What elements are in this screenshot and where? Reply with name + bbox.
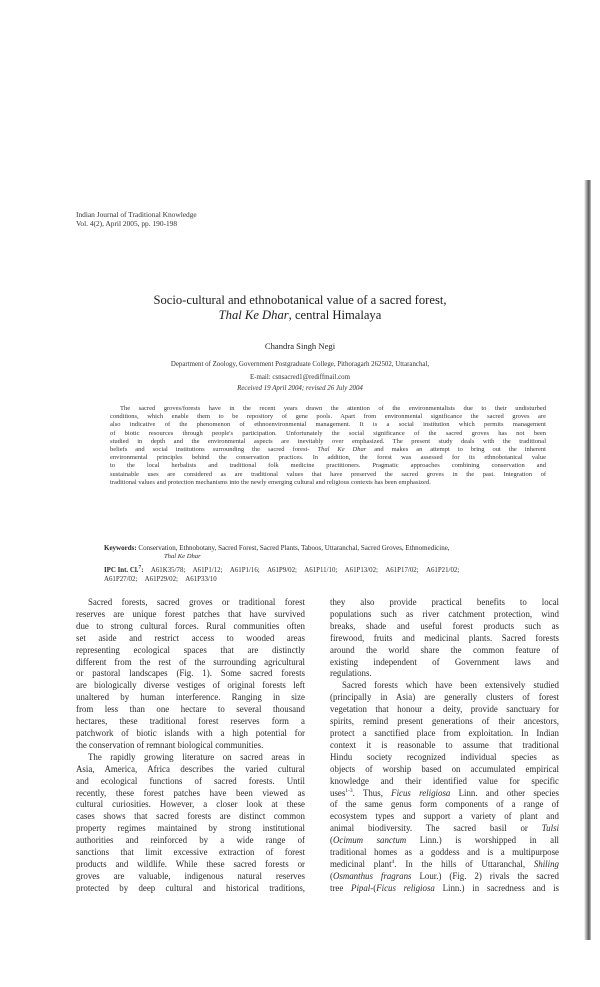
body-line — [330, 823, 559, 835]
body-line: firewood, fruits and medicinal plants. Sacred forests — [330, 632, 559, 643]
body-line: are biologically diverse vestiges of original forests left — [76, 680, 305, 691]
abstract-line-6-end: and makes an attempt to bring out the inherent — [366, 446, 546, 454]
ipc-label-sup: 7 — [138, 564, 142, 571]
body-line: context it is reasonable to assume that traditional — [330, 739, 559, 750]
keywords-place-term: Thal Ke Dhar — [164, 552, 201, 560]
abstract-line: The sacred groves/forests have in the recent years drawn the attention of the environmentalists due to their undisturbed — [120, 405, 546, 412]
keywords-label: Keywords: — [104, 544, 137, 552]
species-name: Osmanthus fragrans — [332, 870, 412, 881]
body-line: different from the rest of the surrounding agricultural — [76, 656, 305, 667]
body-line: patchwork of biotic islands with a high potential for — [76, 727, 305, 738]
body-line: vegetation that honour a deity, provide sanctuary for — [330, 704, 559, 715]
body-line: Hindu society recognized individual species as — [330, 751, 559, 762]
text-run: Linn. and other species — [450, 787, 559, 798]
body-line: populations such as river catchment protection, wind — [330, 608, 559, 619]
body-line: of the same genus form components of a range of — [330, 799, 559, 810]
abstract-line: traditional values and protection mechanisms into the newly emerging cultural and religious contexts has been emphasized. — [110, 478, 431, 486]
text-run: animal biodiversity. The sacred basil or — [330, 823, 542, 834]
body-line: Sacred forests, sacred groves or traditional forest — [88, 597, 305, 607]
abstract-line: sustainable uses are considered as are traditional values that have preserved the sacred groves in the past. Integration of — [110, 470, 546, 478]
text-run: ( — [330, 870, 333, 881]
body-line: hectares, these traditional forest reserves form a — [76, 716, 305, 727]
text-run: . Thus, — [352, 787, 392, 798]
body-line: from less than one hectare to several thousand — [76, 704, 305, 715]
body-line: around the world share the common feature of — [330, 644, 559, 655]
text-run: Linn.) is worshipped in all — [406, 835, 560, 846]
keywords — [104, 544, 550, 561]
ipc-label-colon: : — [141, 567, 144, 574]
body-line: The rapidly growing literature on sacred areas in — [88, 751, 305, 762]
article-title — [60, 293, 540, 323]
species-name: Ficus religiosa — [376, 882, 435, 893]
body-line: ecosystem types and support a variety of plant and — [330, 811, 559, 822]
body-line: Asia, America, Africa describes the varied cultural — [76, 763, 305, 774]
text-run: tree — [330, 882, 352, 893]
species-name: Pipal — [351, 882, 371, 893]
body-line: existing independent of Government laws and — [330, 656, 559, 667]
title-line-2 — [60, 308, 540, 323]
citation-sup: 4 — [391, 858, 395, 865]
text-run: Lour.) (Fig. 2) rivals the sacred — [411, 870, 559, 881]
body-line: authorities and reinforced by a wide range of — [76, 835, 305, 846]
ipc-label-text: IPC Int. Cl. — [104, 567, 139, 574]
species-name: Shiling — [533, 858, 559, 869]
body-line: cultural curiosities. However, a closer look at these — [76, 799, 305, 810]
ipc-classification — [104, 564, 550, 584]
abstract-line: studied in depth and the environmental aspects are inevitably over emphasized. The present study deals with the traditional — [110, 437, 546, 445]
body-line: due to strong cultural forces. Rural communities often — [76, 620, 305, 631]
text-run: medicinal plant — [330, 858, 392, 869]
journal-header — [76, 210, 197, 228]
body-line: products and wildlife. While these sacred forests or — [76, 858, 305, 869]
body-line: set aside and restrict access to wooded areas — [76, 632, 305, 643]
affiliation — [60, 358, 540, 384]
body-line: or pastoral landscapes (Fig. 1). Some sacred forests — [76, 668, 305, 679]
body-line: sanctions that limit excessive extraction of forest — [76, 847, 305, 858]
body-line: (principally in Asia) are generally clusters of forest — [330, 692, 559, 703]
body-line: unaltered by human interference. Ranging in size — [76, 692, 305, 703]
species-name: Ficus religiosa — [391, 787, 451, 798]
ipc-codes-line-1: A61K35/78; A61P1/12; A61P1/16; A61P9/02; A61P11/10; A61P13/02; A61P17/02; A61P21/02; — [143, 567, 460, 574]
received-dates: Received 19 April 2004; revised 26 July 2004 — [237, 385, 363, 392]
ipc-codes-line-2: A61P27/02; A61P29/02; A61P33/10 — [104, 575, 217, 583]
body-line: and ecological functions of sacred forests. Until — [76, 775, 305, 786]
body-line: protect a sanctified place from exploitation. In Indian — [330, 727, 559, 738]
body-line — [330, 883, 559, 895]
abstract-line: conditions, which enable them to be repository of gene pools. Apart from environmental significance the sacred groves are — [110, 413, 546, 421]
body-line: breaks, shade and useful forest products such as — [330, 620, 559, 631]
body-line: property regimes maintained by strong institutional — [76, 823, 305, 834]
body-line: knowledge and their identified value for specific — [330, 775, 559, 786]
abstract-line: environmental principles behind the conservation practices. In addition, the forest was assessed for its ethnobotanical value — [110, 454, 546, 462]
journal-volume: Vol. 4(2), April 2005, pp. 190-198 — [76, 219, 178, 228]
abstract-line — [110, 446, 546, 454]
text-run: ( — [330, 835, 333, 846]
body-line: objects of worship based on accumulated empirical — [330, 763, 559, 774]
body-line — [330, 835, 559, 847]
body-line: traditional homes as a goddess and is a multipurpose — [330, 847, 559, 858]
body-line: regulations. — [330, 668, 372, 679]
body-line — [330, 871, 559, 883]
body-column-right — [330, 597, 559, 895]
citation-sup: 1-3 — [345, 787, 353, 794]
author-name: Chandra Singh Negi — [264, 341, 336, 351]
body-line: the conservation of remnant biological communities. — [76, 739, 264, 750]
abstract-line: of biotic resources through people's participation. Unfortunately the social significance of the sacred groves has not been — [110, 429, 546, 437]
abstract-place-name: Thal Ke Dhar — [317, 446, 367, 454]
text-run: -( — [370, 882, 377, 893]
keywords-list: Conservation, Ethnobotany, Sacred Forest, Sacred Plants, Taboos, Uttaranchal, Sacred Groves, Ethnomedicine, — [136, 544, 450, 552]
text-run: uses — [330, 787, 346, 798]
title-place-name: Thal Ke Dhar — [218, 308, 289, 322]
page-edge-shadow — [584, 180, 591, 940]
body-line: Sacred forests which have been extensively studied — [342, 680, 559, 691]
species-name: Tulsi — [541, 823, 559, 834]
body-column-left — [76, 597, 305, 895]
body-line — [330, 859, 559, 871]
body-line: cases shows that sacred forests are distinct common — [76, 811, 305, 822]
body-line: protected by deep cultural and historical traditions, — [76, 882, 305, 893]
affiliation-email: E-mail: csnsacred1@rediffmail.com — [250, 374, 350, 381]
body-line: spirits, remind present generations of their ancestors, — [330, 716, 559, 727]
affiliation-department: Department of Zoology, Government Postgraduate College, Pithoragarh 262502, Uttaranchal, — [170, 361, 430, 368]
body-line: recently, these forest patches have been viewed as — [76, 787, 305, 798]
text-run: . In the hills of Uttaranchal, — [394, 858, 534, 869]
title-line-1: Socio-cultural and ethnobotanical value of a sacred forest, — [153, 293, 447, 307]
ipc-label — [104, 564, 144, 574]
abstract-line-6-start: beliefs and social institutions surrounding the sacred forest- — [110, 446, 318, 454]
text-run: Linn.) in sacredness and is — [434, 882, 559, 893]
body-line: groves are valuable, indigenous natural reserves — [76, 870, 305, 881]
abstract — [110, 405, 546, 487]
body-line — [330, 788, 559, 800]
species-name: Ocimum sanctum — [332, 835, 407, 846]
abstract-line: to the local herbalists and traditional folk medicine practitioners. Pragmatic approaches combining conservation and — [110, 462, 546, 470]
body-line: representing ecological spaces that are distinctly — [76, 644, 305, 655]
title-line-2-rest: , central Himalaya — [288, 308, 382, 322]
journal-name: Indian Journal of Traditional Knowledge — [76, 210, 197, 219]
body-line: they also provide practical benefits to local — [330, 597, 559, 607]
abstract-line: also indicative of the phenomenon of ethnoenvironmental management. It is a social institution which permits management — [110, 421, 546, 429]
body-line: reserves are unique forest patches that have survived — [76, 608, 305, 619]
